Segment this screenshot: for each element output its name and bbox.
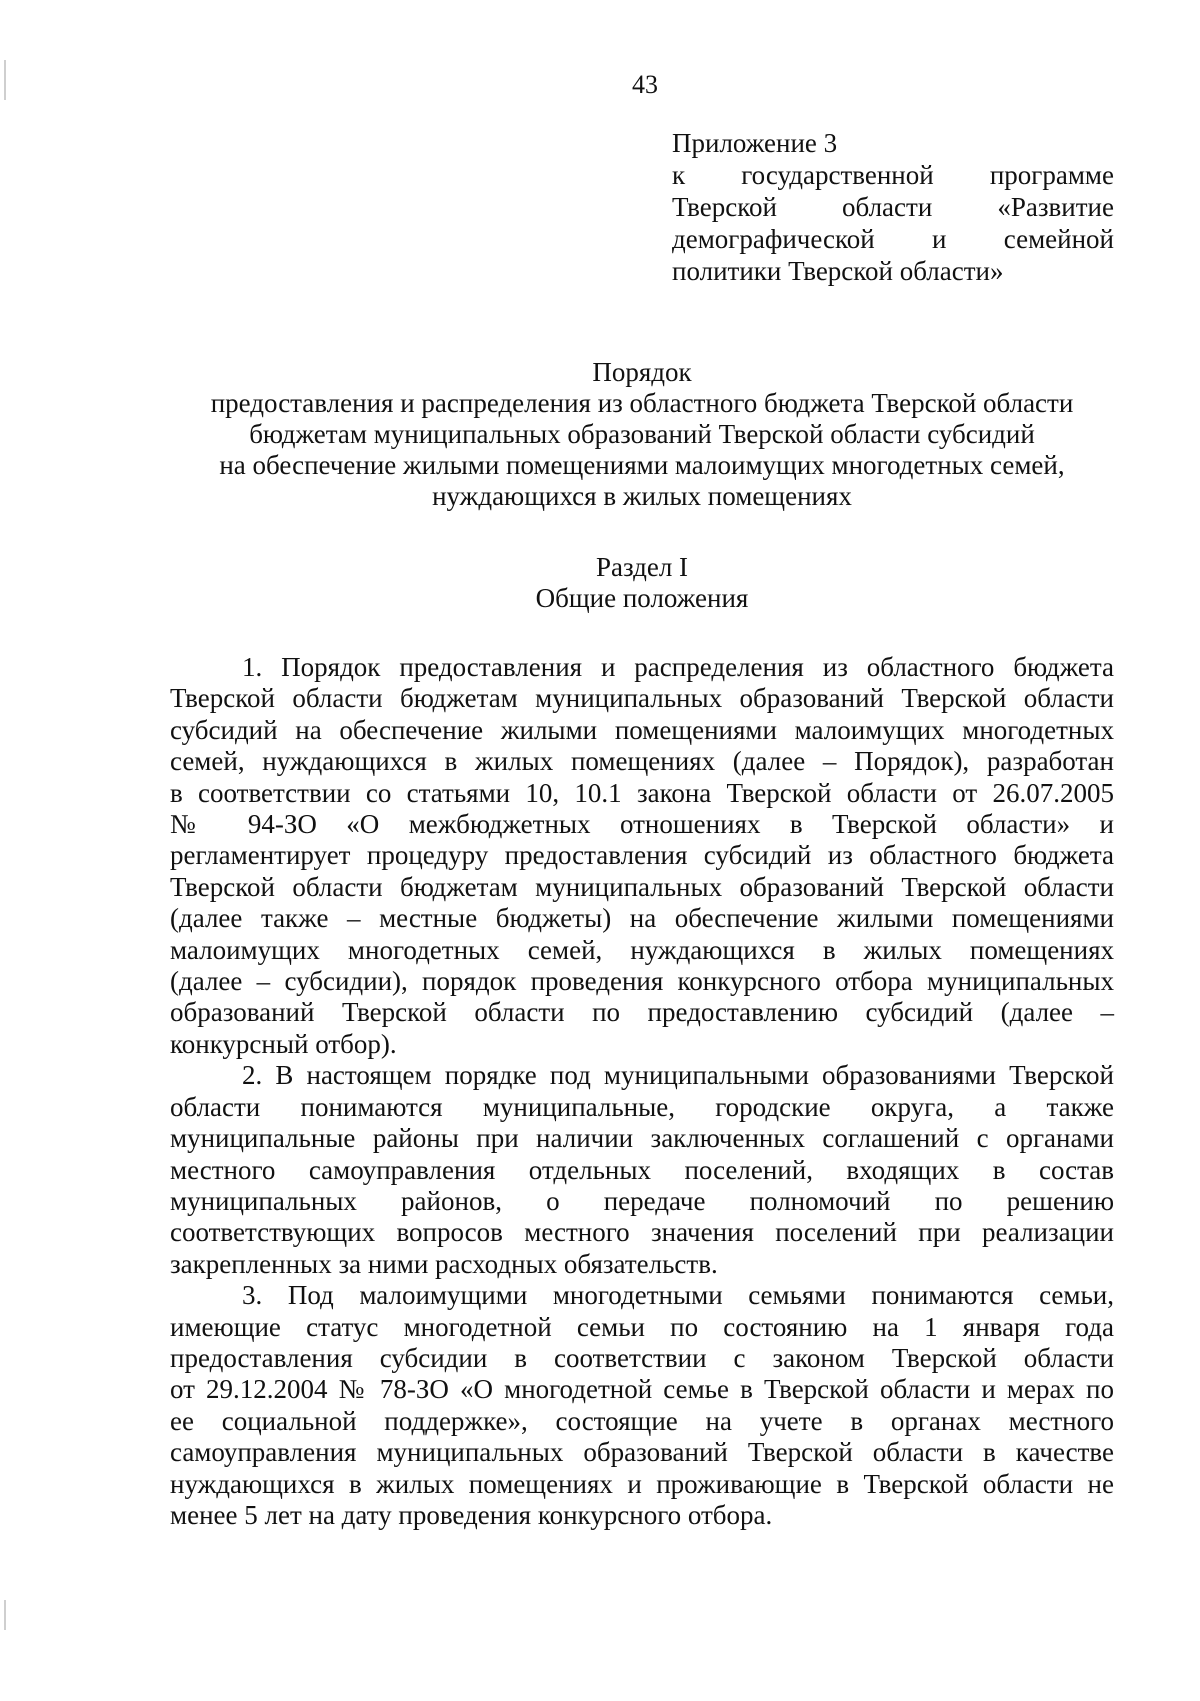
paragraph-line: 1. Порядок предоставления и распределения из областного бюджета [242, 652, 1114, 682]
appendix-line: Тверской области «Развитие [672, 192, 1114, 222]
title-line: нуждающихся в жилых помещениях [432, 481, 852, 511]
paragraph-line: малоимущих многодетных семей, нуждающихся в жилых помещениях [170, 934, 1114, 965]
paragraph-line: от 29.12.2004 № 78-ЗО «О многодетной семье в Тверской области и мерах по [170, 1374, 1114, 1405]
paragraph-line: области понимаются муниципальные, городские округа, а также [170, 1091, 1114, 1122]
title-line: бюджетам муниципальных образований Тверской области субсидий [249, 419, 1035, 449]
paragraph-line: нуждающихся в жилых помещениях и проживающие в Тверской области не [170, 1468, 1114, 1499]
paragraph-line: в соответствии со статьями 10, 10.1 закона Тверской области от 26.07.2005 [170, 777, 1114, 808]
section-number: Раздел I [595, 552, 689, 582]
paragraph-line: субсидий на обеспечение жилыми помещениями малоимущих многодетных [170, 714, 1114, 745]
paragraph-line: муниципальные районы при наличии заключенных соглашений с органами [170, 1123, 1114, 1154]
document-title [170, 357, 1114, 512]
paragraph-line: закрепленных за ними расходных обязательств. [170, 1248, 718, 1279]
scan-margin-mark [4, 1600, 6, 1630]
title-heading: Порядок [592, 357, 692, 387]
paragraph-line: конкурсный отбор). [170, 1028, 397, 1059]
paragraph-line: регламентирует процедуру предоставления субсидий из областного бюджета [170, 840, 1114, 871]
appendix-line: Приложение 3 [672, 128, 838, 158]
paragraph-line: № 94-ЗО «О межбюджетных отношениях в Тверской области» и [170, 809, 1114, 840]
paragraph-line: местного самоуправления отдельных поселений, входящих в состав [170, 1154, 1114, 1185]
section-name: Общие положения [535, 583, 749, 613]
paragraph-line: (далее также – местные бюджеты) на обеспечение жилыми помещениями [170, 903, 1114, 934]
paragraph-line: (далее – субсидии), порядок проведения конкурсного отбора муниципальных [170, 966, 1114, 997]
appendix-line: к государственной программе [672, 160, 1114, 190]
document-body [170, 652, 1114, 1531]
title-line: на обеспечение жилыми помещениями малоимущих многодетных семей, [219, 450, 1065, 480]
paragraph-line: самоуправления муниципальных образований Тверской области в качестве [170, 1437, 1114, 1468]
paragraph-line: Тверской области бюджетам муниципальных образований Тверской области [170, 683, 1114, 714]
paragraph-line: соответствующих вопросов местного значения поселений при реализации [170, 1217, 1114, 1248]
paragraph-line: ее социальной поддержке», состоящие на учете в органах местного [170, 1405, 1114, 1436]
section-heading [170, 552, 1114, 614]
paragraph-line: имеющие статус многодетной семьи по состоянию на 1 января года [170, 1311, 1114, 1342]
paragraph-line: предоставления субсидии в соответствии с законом Тверской области [170, 1342, 1114, 1373]
appendix-reference [672, 127, 1114, 287]
paragraph-line: семей, нуждающихся в жилых помещениях (далее – Порядок), разработан [170, 746, 1114, 777]
appendix-line: демографической и семейной [672, 224, 1114, 254]
paragraph-line: менее 5 лет на дату проведения конкурсного отбора. [170, 1499, 773, 1530]
paragraph-line: Тверской области бюджетам муниципальных образований Тверской области [170, 871, 1114, 902]
paragraph-line: образований Тверской области по предоставлению субсидий (далее – [170, 997, 1114, 1028]
paragraph-3 [170, 1280, 1114, 1531]
title-line: предоставления и распределения из областного бюджета Тверской области [210, 388, 1074, 418]
paragraph-1 [170, 652, 1114, 1060]
page-number: 43 [632, 70, 658, 99]
appendix-line: политики Тверской области» [672, 256, 1004, 286]
paragraph-2 [170, 1060, 1114, 1280]
paragraph-line: 2. В настоящем порядке под муниципальными образованиями Тверской [242, 1060, 1114, 1091]
paragraph-line: муниципальных районов, о передаче полномочий по решению [170, 1185, 1114, 1216]
paragraph-line: 3. Под малоимущими многодетными семьями понимаются семьи, [242, 1280, 1114, 1311]
